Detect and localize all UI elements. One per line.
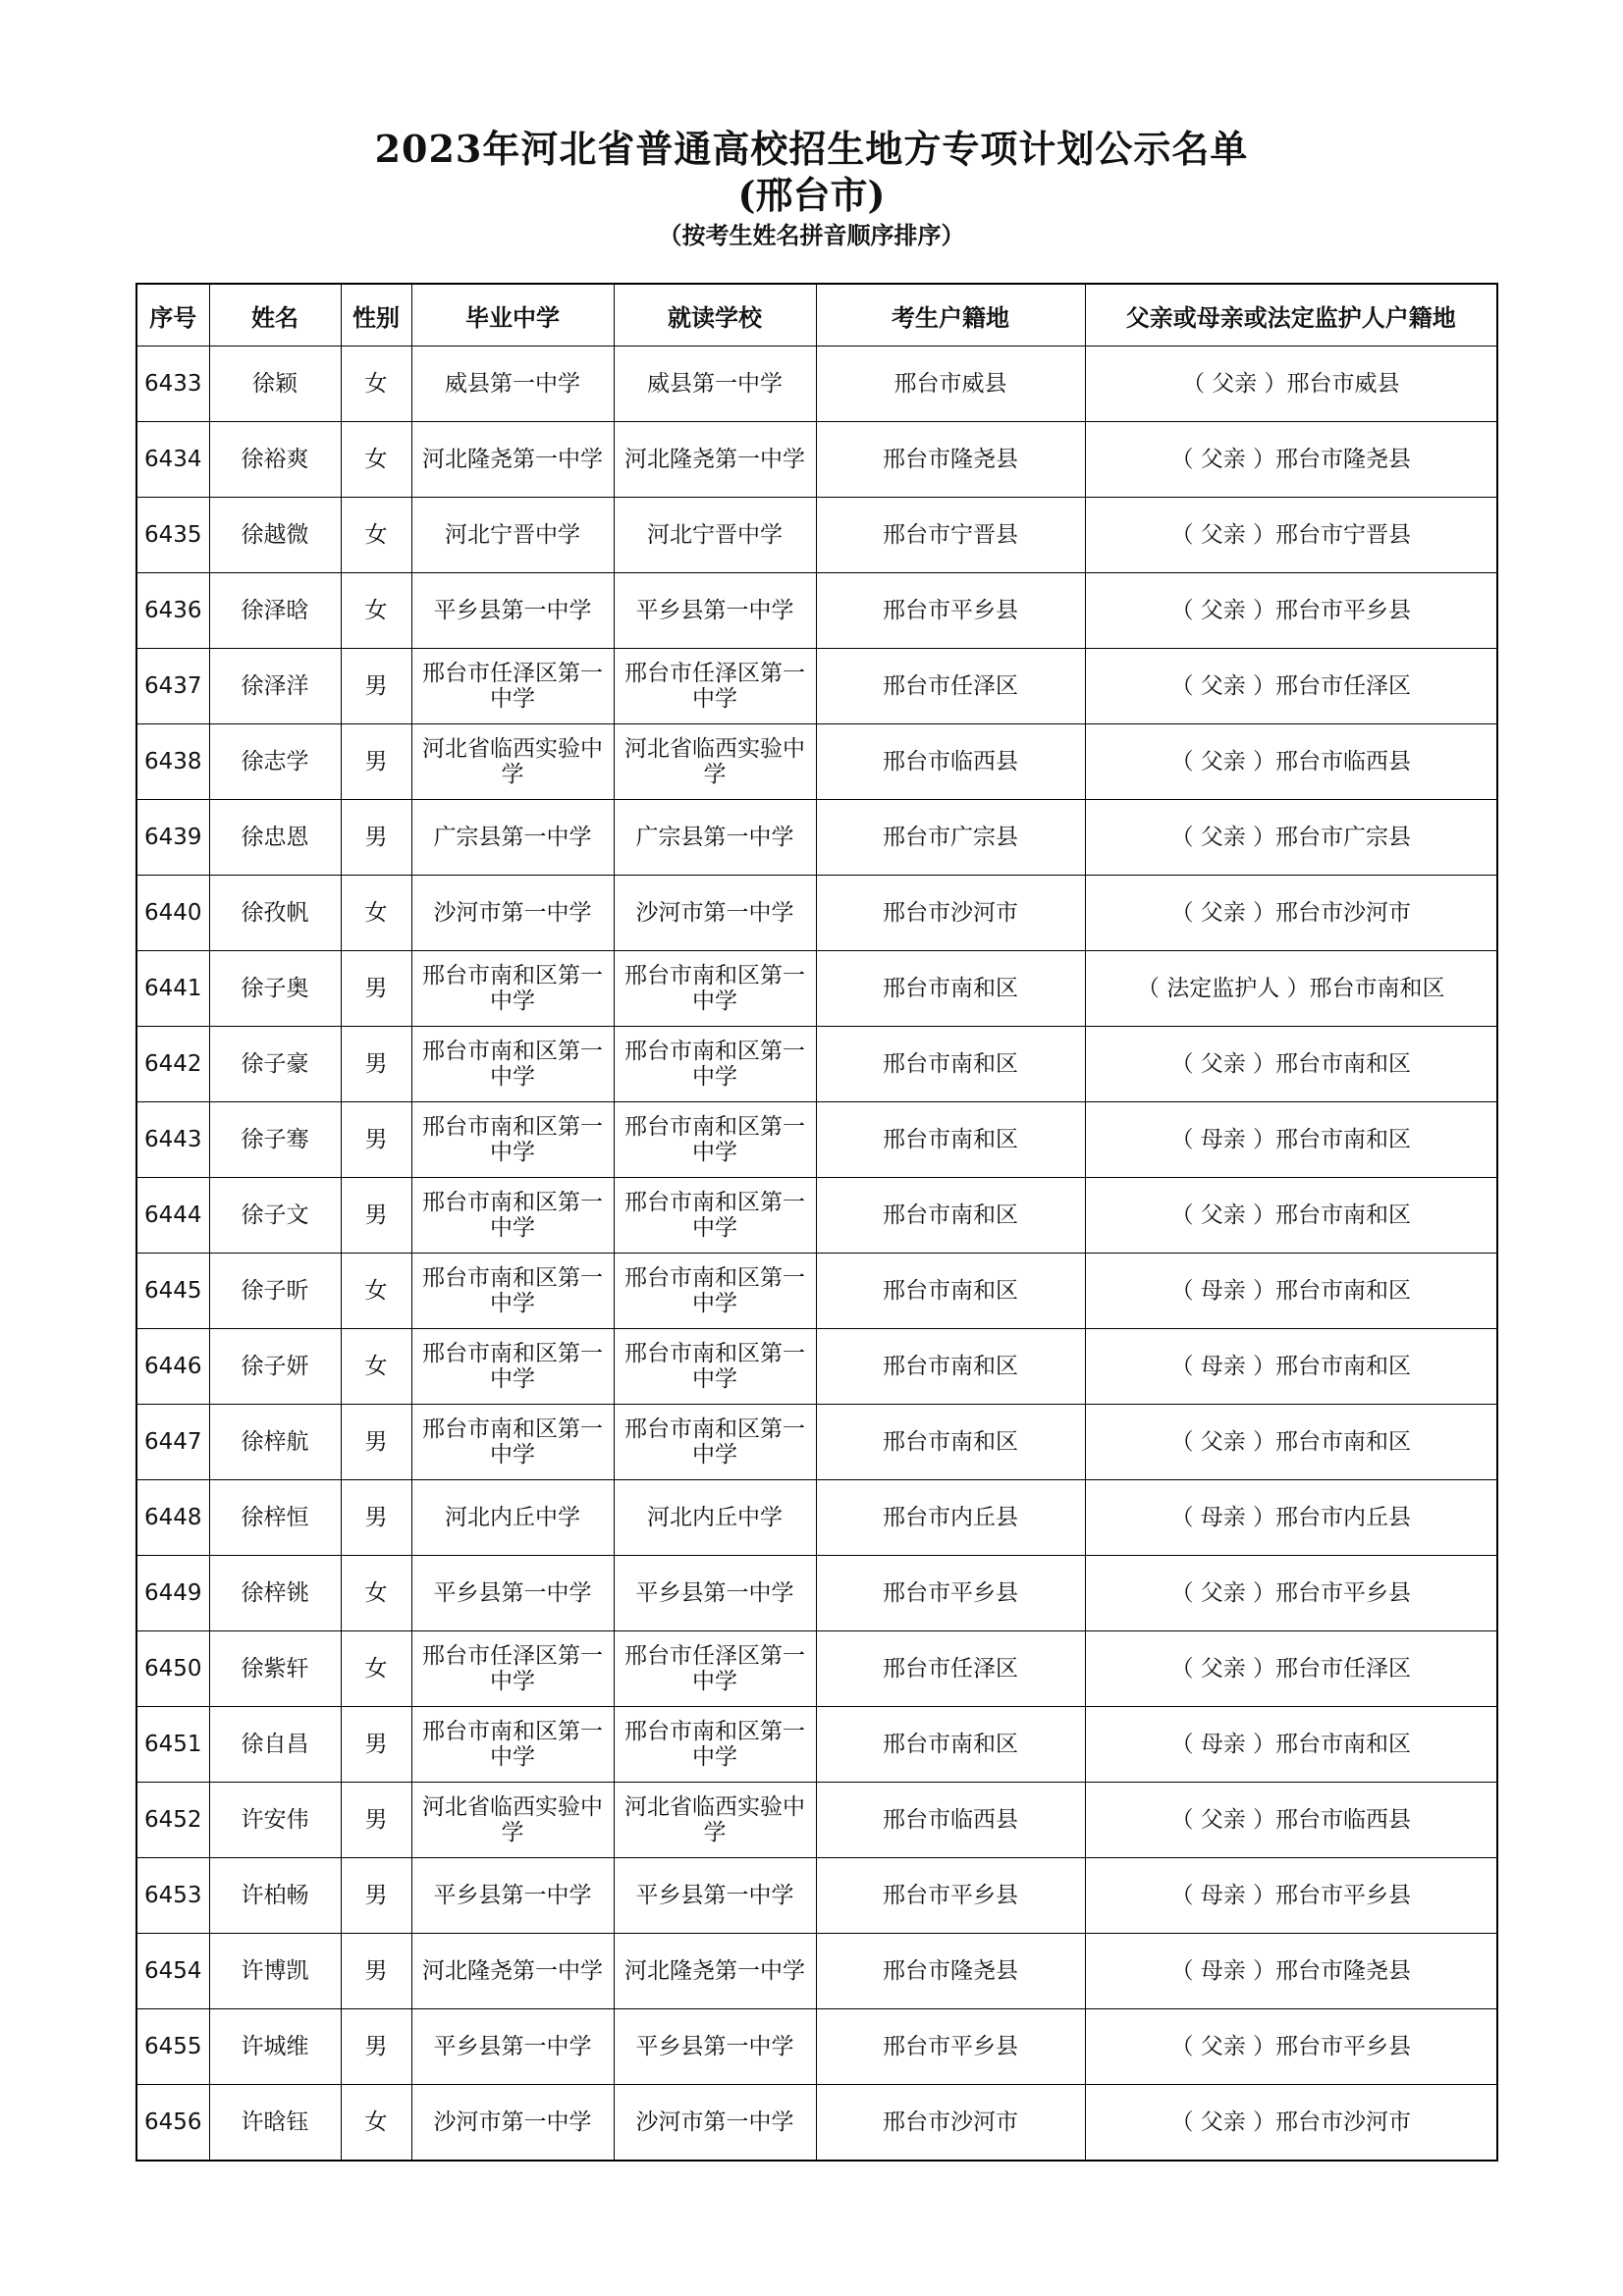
cell-household-registration: 邢台市南和区 [816,1178,1085,1254]
cell-graduation-school: 邢台市任泽区第一中学 [411,649,614,724]
cell-current-school: 邢台市南和区第一中学 [614,1405,816,1480]
table-row [136,876,1497,951]
cell-current-school: 平乡县第一中学 [614,2009,816,2085]
cell-graduation-school: 邢台市南和区第一中学 [411,1329,614,1405]
cell-name: 徐梓恒 [209,1480,341,1556]
cell-household-registration: 邢台市南和区 [816,1405,1085,1480]
cell-serial: 6443 [136,1102,209,1178]
cell-current-school: 河北省临西实验中学 [614,1783,816,1858]
table-row [136,951,1497,1027]
cell-name: 徐子豪 [209,1027,341,1102]
cell-current-school: 河北内丘中学 [614,1480,816,1556]
cell-guardian-registration: （ 母亲 ）邢台市南和区 [1085,1102,1497,1178]
cell-household-registration: 邢台市平乡县 [816,2009,1085,2085]
cell-current-school: 邢台市任泽区第一中学 [614,649,816,724]
table-row [136,573,1497,649]
cell-serial: 6444 [136,1178,209,1254]
cell-household-registration: 邢台市南和区 [816,1707,1085,1783]
cell-household-registration: 邢台市任泽区 [816,649,1085,724]
cell-household-registration: 邢台市南和区 [816,1254,1085,1329]
cell-guardian-registration: （ 父亲 ）邢台市任泽区 [1085,649,1497,724]
cell-graduation-school: 邢台市南和区第一中学 [411,951,614,1027]
cell-guardian-registration: （ 父亲 ）邢台市平乡县 [1085,2009,1497,2085]
table-row [136,1027,1497,1102]
cell-serial: 6437 [136,649,209,724]
cell-current-school: 平乡县第一中学 [614,573,816,649]
cell-gender: 女 [341,347,411,422]
cell-current-school: 邢台市任泽区第一中学 [614,1631,816,1707]
cell-current-school: 平乡县第一中学 [614,1858,816,1934]
cell-current-school: 威县第一中学 [614,347,816,422]
cell-serial: 6435 [136,498,209,573]
table-row [136,724,1497,800]
cell-graduation-school: 平乡县第一中学 [411,2009,614,2085]
cell-graduation-school: 广宗县第一中学 [411,800,614,876]
cell-current-school: 邢台市南和区第一中学 [614,951,816,1027]
cell-current-school: 广宗县第一中学 [614,800,816,876]
cell-name: 徐越微 [209,498,341,573]
cell-serial: 6442 [136,1027,209,1102]
cell-household-registration: 邢台市南和区 [816,1027,1085,1102]
cell-guardian-registration: （ 父亲 ）邢台市平乡县 [1085,573,1497,649]
cell-graduation-school: 平乡县第一中学 [411,1556,614,1631]
table-row [136,1405,1497,1480]
cell-name: 徐子妍 [209,1329,341,1405]
cell-graduation-school: 邢台市南和区第一中学 [411,1405,614,1480]
cell-name: 徐梓铫 [209,1556,341,1631]
cell-serial: 6440 [136,876,209,951]
table-row [136,1480,1497,1556]
cell-serial: 6439 [136,800,209,876]
cell-name: 徐紫轩 [209,1631,341,1707]
cell-guardian-registration: （ 母亲 ）邢台市平乡县 [1085,1858,1497,1934]
cell-gender: 女 [341,2085,411,2162]
cell-current-school: 河北宁晋中学 [614,498,816,573]
header-serial: 序号 [136,284,209,347]
cell-household-registration: 邢台市南和区 [816,951,1085,1027]
cell-gender: 男 [341,1027,411,1102]
cell-gender: 男 [341,951,411,1027]
cell-name: 许晗钰 [209,2085,341,2162]
cell-guardian-registration: （ 法定监护人 ）邢台市南和区 [1085,951,1497,1027]
cell-serial: 6450 [136,1631,209,1707]
table-row [136,1178,1497,1254]
cell-guardian-registration: （ 父亲 ）邢台市威县 [1085,347,1497,422]
cell-serial: 6445 [136,1254,209,1329]
cell-gender: 女 [341,1254,411,1329]
table-row [136,1858,1497,1934]
cell-gender: 男 [341,800,411,876]
cell-serial: 6438 [136,724,209,800]
cell-graduation-school: 邢台市任泽区第一中学 [411,1631,614,1707]
cell-current-school: 邢台市南和区第一中学 [614,1178,816,1254]
cell-gender: 女 [341,498,411,573]
cell-guardian-registration: （ 父亲 ）邢台市南和区 [1085,1178,1497,1254]
cell-guardian-registration: （ 父亲 ）邢台市任泽区 [1085,1631,1497,1707]
cell-gender: 男 [341,1405,411,1480]
cell-gender: 男 [341,1102,411,1178]
cell-graduation-school: 河北隆尧第一中学 [411,422,614,498]
cell-serial: 6451 [136,1707,209,1783]
cell-guardian-registration: （ 父亲 ）邢台市沙河市 [1085,876,1497,951]
cell-gender: 男 [341,1783,411,1858]
cell-name: 徐子文 [209,1178,341,1254]
cell-graduation-school: 邢台市南和区第一中学 [411,1707,614,1783]
cell-gender: 女 [341,1556,411,1631]
cell-gender: 男 [341,1934,411,2009]
cell-gender: 女 [341,1631,411,1707]
cell-name: 徐裕爽 [209,422,341,498]
cell-name: 徐泽晗 [209,573,341,649]
table-row [136,1631,1497,1707]
cell-serial: 6446 [136,1329,209,1405]
cell-serial: 6441 [136,951,209,1027]
cell-serial: 6449 [136,1556,209,1631]
table-row [136,347,1497,422]
cell-household-registration: 邢台市广宗县 [816,800,1085,876]
cell-household-registration: 邢台市内丘县 [816,1480,1085,1556]
cell-graduation-school: 河北省临西实验中学 [411,1783,614,1858]
cell-household-registration: 邢台市平乡县 [816,573,1085,649]
cell-guardian-registration: （ 父亲 ）邢台市平乡县 [1085,1556,1497,1631]
cell-guardian-registration: （ 父亲 ）邢台市广宗县 [1085,800,1497,876]
cell-household-registration: 邢台市临西县 [816,724,1085,800]
cell-name: 许城维 [209,2009,341,2085]
cell-name: 许安伟 [209,1783,341,1858]
cell-serial: 6454 [136,1934,209,2009]
cell-graduation-school: 沙河市第一中学 [411,2085,614,2162]
cell-serial: 6452 [136,1783,209,1858]
candidate-table [135,283,1498,2162]
cell-name: 许博凯 [209,1934,341,2009]
cell-graduation-school: 邢台市南和区第一中学 [411,1178,614,1254]
cell-serial: 6455 [136,2009,209,2085]
cell-gender: 男 [341,649,411,724]
cell-household-registration: 邢台市宁晋县 [816,498,1085,573]
cell-name: 徐子骞 [209,1102,341,1178]
cell-gender: 女 [341,876,411,951]
cell-household-registration: 邢台市威县 [816,347,1085,422]
cell-name: 徐梓航 [209,1405,341,1480]
cell-name: 徐泽洋 [209,649,341,724]
cell-household-registration: 邢台市任泽区 [816,1631,1085,1707]
cell-household-registration: 邢台市平乡县 [816,1858,1085,1934]
cell-gender: 男 [341,1178,411,1254]
document-subtitle: (邢台市) [737,173,886,217]
header-gender: 性别 [341,284,411,347]
cell-current-school: 河北省临西实验中学 [614,724,816,800]
table-row [136,2085,1497,2162]
table-row [136,1934,1497,2009]
cell-serial: 6448 [136,1480,209,1556]
cell-graduation-school: 河北隆尧第一中学 [411,1934,614,2009]
cell-gender: 男 [341,724,411,800]
cell-gender: 男 [341,1707,411,1783]
cell-household-registration: 邢台市隆尧县 [816,1934,1085,2009]
cell-gender: 女 [341,422,411,498]
cell-household-registration: 邢台市临西县 [816,1783,1085,1858]
cell-graduation-school: 河北省临西实验中学 [411,724,614,800]
cell-household-registration: 邢台市沙河市 [816,2085,1085,2162]
cell-name: 徐颖 [209,347,341,422]
cell-guardian-registration: （ 母亲 ）邢台市南和区 [1085,1329,1497,1405]
table-row [136,422,1497,498]
document-header [0,126,1623,253]
table-row [136,800,1497,876]
cell-graduation-school: 邢台市南和区第一中学 [411,1102,614,1178]
cell-household-registration: 邢台市南和区 [816,1329,1085,1405]
document-title: 2023年河北省普通高校招生地方专项计划公示名单 [374,127,1249,171]
cell-household-registration: 邢台市平乡县 [816,1556,1085,1631]
cell-serial: 6436 [136,573,209,649]
header-guardian-registration: 父亲或母亲或法定监护人户籍地 [1085,284,1497,347]
table-row [136,2009,1497,2085]
cell-name: 徐孜帆 [209,876,341,951]
sort-note: （按考生姓名拼音顺序排序） [658,222,965,249]
cell-current-school: 沙河市第一中学 [614,876,816,951]
cell-graduation-school: 河北宁晋中学 [411,498,614,573]
header-name: 姓名 [209,284,341,347]
table-row [136,1254,1497,1329]
cell-guardian-registration: （ 父亲 ）邢台市隆尧县 [1085,422,1497,498]
header-household-registration: 考生户籍地 [816,284,1085,347]
cell-graduation-school: 平乡县第一中学 [411,1858,614,1934]
cell-guardian-registration: （ 父亲 ）邢台市南和区 [1085,1027,1497,1102]
cell-serial: 6433 [136,347,209,422]
cell-serial: 6434 [136,422,209,498]
table-row [136,1707,1497,1783]
cell-graduation-school: 威县第一中学 [411,347,614,422]
cell-household-registration: 邢台市沙河市 [816,876,1085,951]
cell-serial: 6453 [136,1858,209,1934]
cell-household-registration: 邢台市隆尧县 [816,422,1085,498]
cell-graduation-school: 邢台市南和区第一中学 [411,1254,614,1329]
cell-gender: 男 [341,2009,411,2085]
cell-guardian-registration: （ 母亲 ）邢台市内丘县 [1085,1480,1497,1556]
cell-guardian-registration: （ 母亲 ）邢台市南和区 [1085,1707,1497,1783]
cell-current-school: 河北隆尧第一中学 [614,422,816,498]
cell-gender: 男 [341,1480,411,1556]
table-row [136,1783,1497,1858]
cell-graduation-school: 沙河市第一中学 [411,876,614,951]
cell-name: 徐子昕 [209,1254,341,1329]
cell-guardian-registration: （ 父亲 ）邢台市临西县 [1085,724,1497,800]
cell-gender: 男 [341,1858,411,1934]
cell-serial: 6447 [136,1405,209,1480]
cell-name: 徐志学 [209,724,341,800]
cell-current-school: 平乡县第一中学 [614,1556,816,1631]
table-header-row [136,284,1497,347]
cell-name: 徐忠恩 [209,800,341,876]
cell-current-school: 邢台市南和区第一中学 [614,1329,816,1405]
table-body [136,347,1497,2162]
cell-graduation-school: 河北内丘中学 [411,1480,614,1556]
cell-current-school: 邢台市南和区第一中学 [614,1707,816,1783]
cell-name: 徐子奥 [209,951,341,1027]
cell-gender: 女 [341,1329,411,1405]
cell-current-school: 邢台市南和区第一中学 [614,1254,816,1329]
table-row [136,1556,1497,1631]
cell-current-school: 河北隆尧第一中学 [614,1934,816,2009]
cell-guardian-registration: （ 父亲 ）邢台市临西县 [1085,1783,1497,1858]
header-graduation-school: 毕业中学 [411,284,614,347]
cell-guardian-registration: （ 父亲 ）邢台市宁晋县 [1085,498,1497,573]
table-row [136,498,1497,573]
table-row [136,1102,1497,1178]
cell-graduation-school: 邢台市南和区第一中学 [411,1027,614,1102]
cell-current-school: 邢台市南和区第一中学 [614,1102,816,1178]
table-row [136,1329,1497,1405]
header-current-school: 就读学校 [614,284,816,347]
cell-household-registration: 邢台市南和区 [816,1102,1085,1178]
cell-guardian-registration: （ 父亲 ）邢台市沙河市 [1085,2085,1497,2162]
cell-name: 许柏畅 [209,1858,341,1934]
cell-serial: 6456 [136,2085,209,2162]
cell-guardian-registration: （ 父亲 ）邢台市南和区 [1085,1405,1497,1480]
cell-guardian-registration: （ 母亲 ）邢台市南和区 [1085,1254,1497,1329]
cell-guardian-registration: （ 母亲 ）邢台市隆尧县 [1085,1934,1497,2009]
table-row [136,649,1497,724]
cell-graduation-school: 平乡县第一中学 [411,573,614,649]
cell-current-school: 沙河市第一中学 [614,2085,816,2162]
cell-gender: 女 [341,573,411,649]
cell-current-school: 邢台市南和区第一中学 [614,1027,816,1102]
cell-name: 徐自昌 [209,1707,341,1783]
